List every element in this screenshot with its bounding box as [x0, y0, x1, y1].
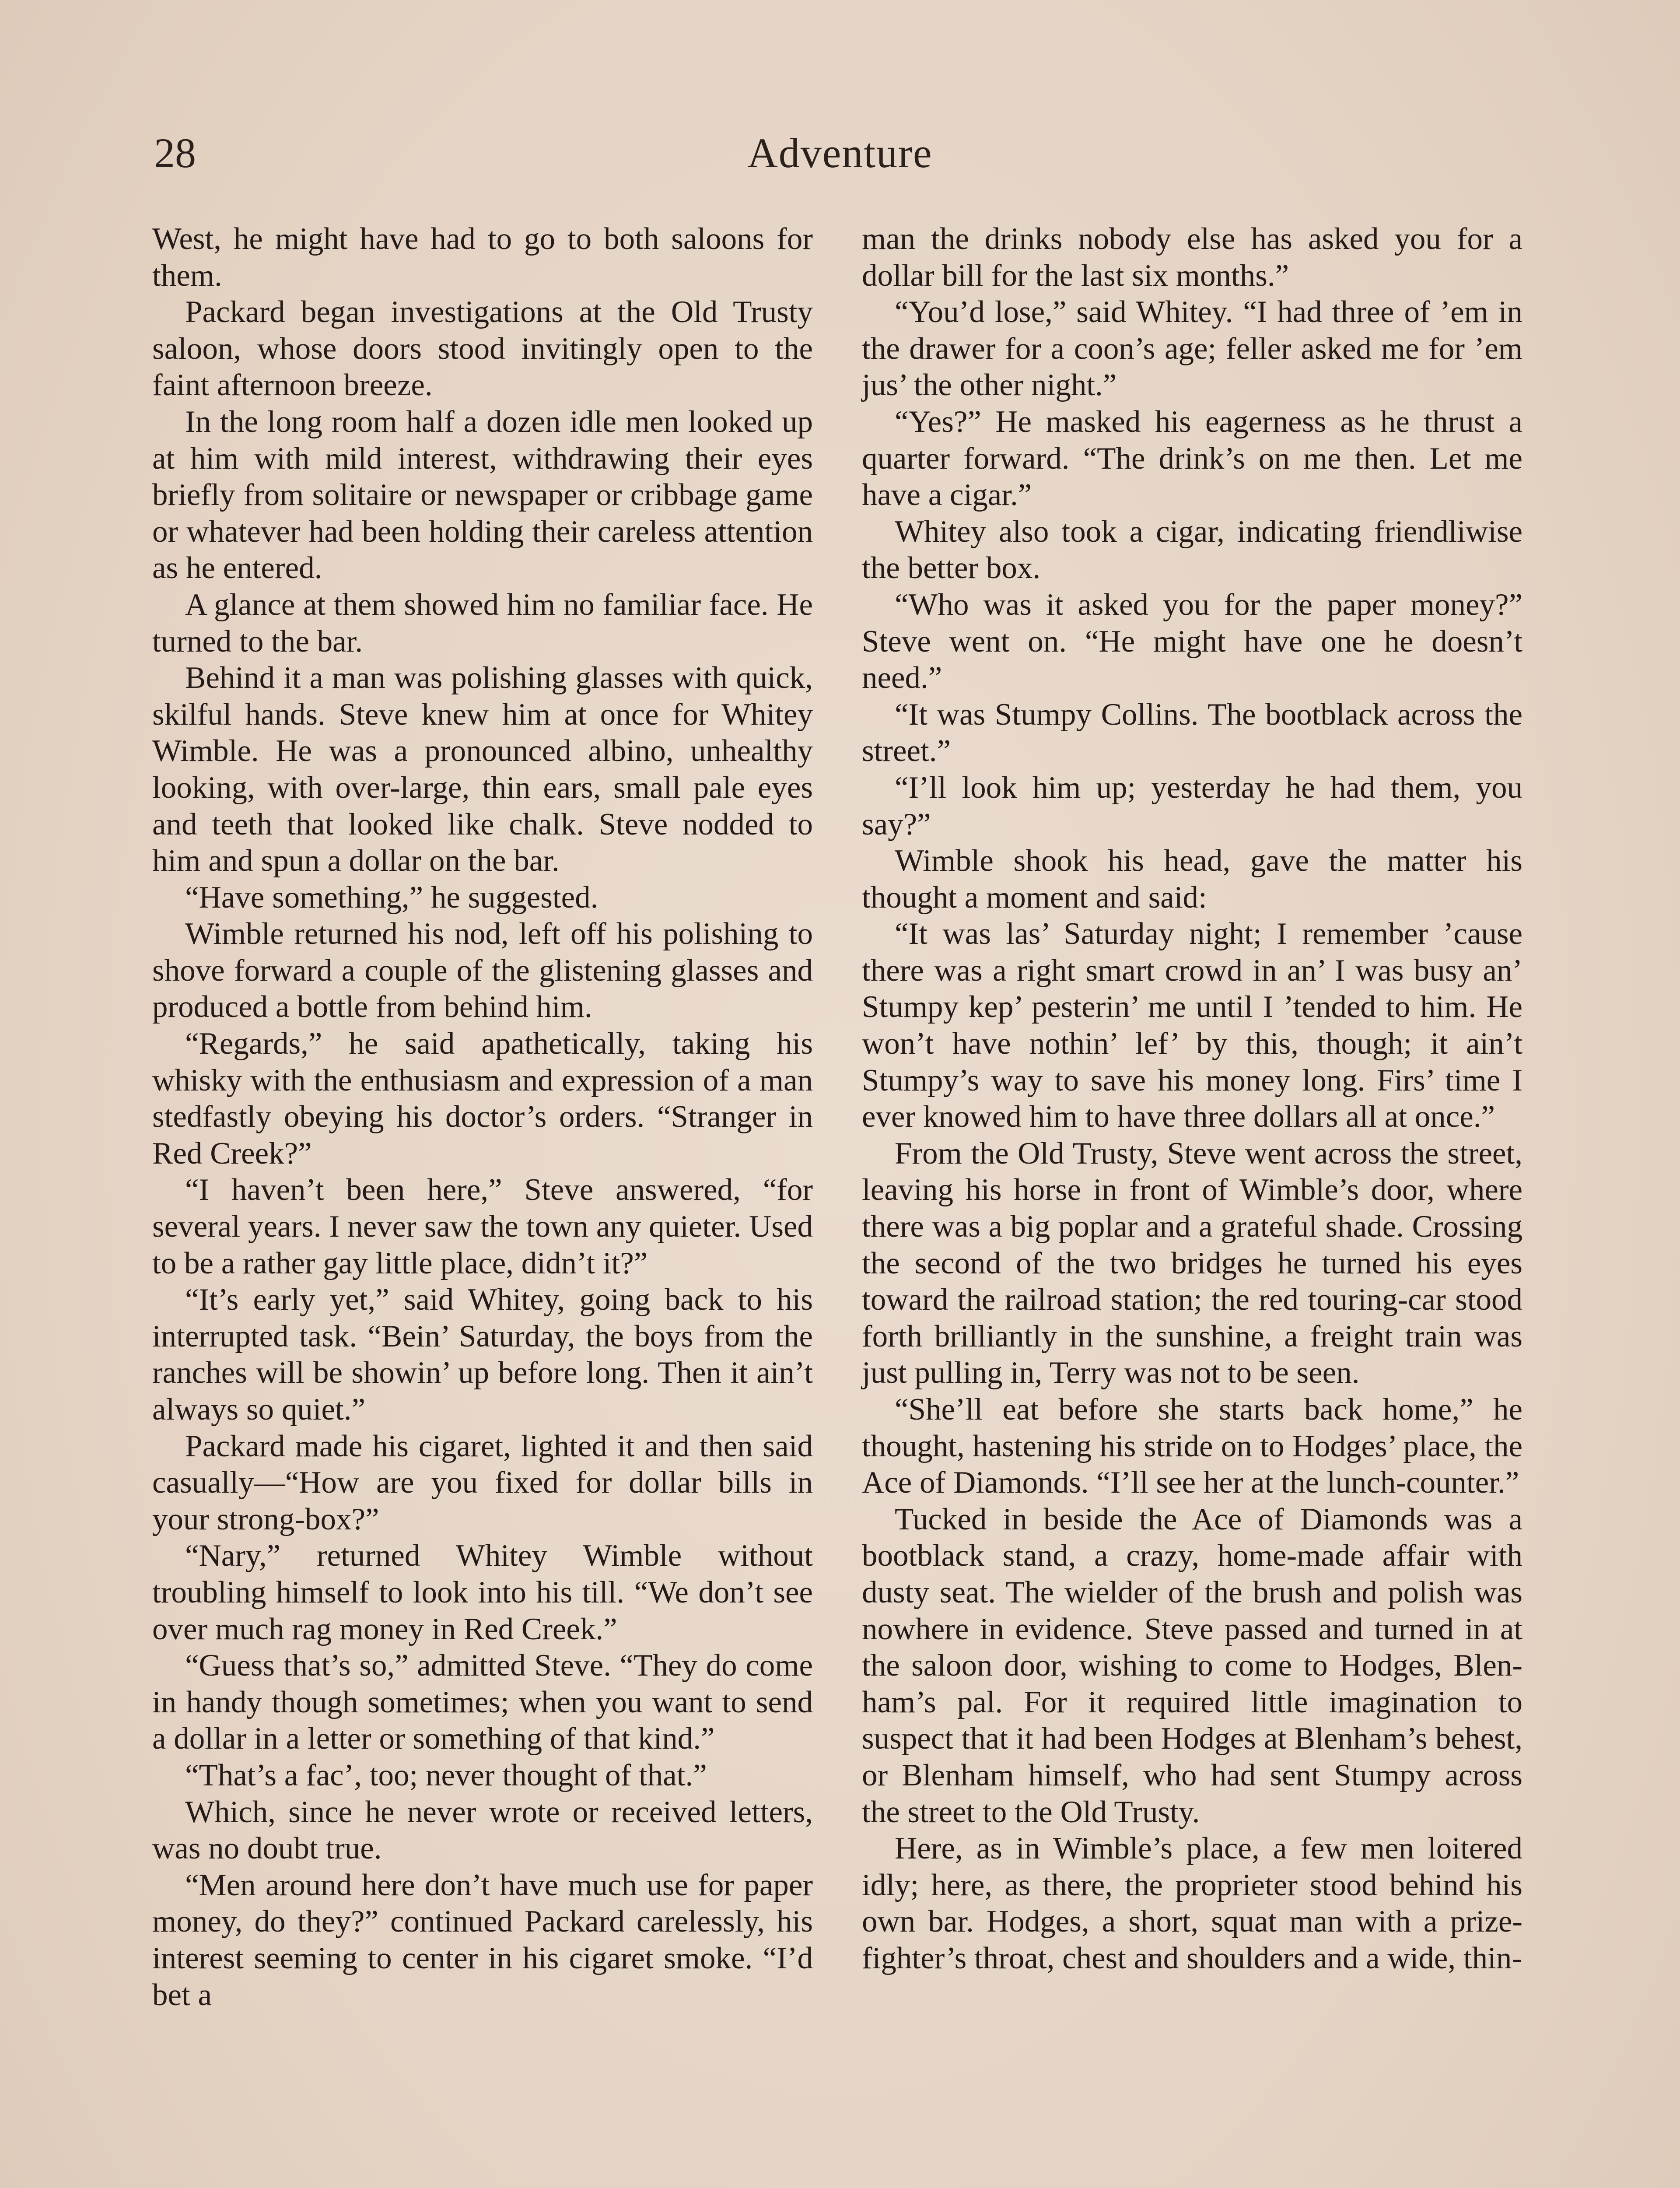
paragraph: “Guess that’s so,” admitted Steve. “They do come in handy though sometimes; when you want to send a dollar in a letter or something of that kind.”: [152, 1648, 813, 1756]
paragraph: Wimble shook his head, gave the matter his thought a moment and said:: [862, 844, 1522, 915]
paragraph: “She’ll eat before she starts back home,” he thought, hastening his stride on to Hodges’ place, the Ace of Diamonds. “I’ll see her at the lunch-counter.”: [862, 1392, 1522, 1500]
paragraph: A glance at them showed him no familiar face. He turned to the bar.: [152, 587, 813, 659]
paragraph: man the drinks nobody else has asked you for a dollar bill for the last six months.”: [862, 222, 1522, 293]
paragraph: From the Old Trusty, Steve went across the street, leaving his horse in front of Wimble’s door, where there was a big poplar and a grateful shade. Crossing the second of the two bridges he turned his eyes toward the railroad station; the red touring-car stood forth brilliantly in the sunshine, a freight train was just pulling in, Terry was not to be seen.: [862, 1136, 1522, 1390]
paragraph: In the long room half a dozen idle men looked up at him with mild interest, withdrawing their eyes briefly from solitaire or newspaper or cribbage game or whatever had been holding their careless attention as he entered.: [152, 404, 813, 586]
paragraph: “I’ll look him up; yesterday he had them, you say?”: [862, 770, 1522, 842]
paragraph: West, he might have had to go to both saloons for them.: [152, 222, 813, 293]
paragraph: “Have something,” he suggested.: [185, 880, 598, 915]
paragraph: Behind it a man was polishing glasses with quick, skilful hands. Steve knew him at once for Whitey Wimble. He was a pronounced albino, unhealthy looking, with over-large, thin ears, small pale eyes and teeth that looked like chalk. Steve nodded to him and spun a dollar on the bar.: [152, 661, 813, 878]
paragraph: “It was las’ Saturday night; I remember ’cause there was a right smart crowd in an’ I was busy an’ Stumpy kep’ pesterin’ me until I ’tended to him. He won’t have nothin’ lef’ by this, though; it ain’t Stumpy’s way to save his money long. Firs’ time I ever knowed him to have three dollars all at once.”: [862, 917, 1522, 1134]
paragraph: Packard began investigations at the Old Trusty saloon, whose doors stood invitingly open to the faint afternoon breeze.: [152, 295, 813, 403]
paragraph: Tucked in beside the Ace of Diamonds was a bootblack stand, a crazy, home-made affair with dusty seat. The wielder of the brush and polish was nowhere in evidence. Steve passed and turned in at the saloon door, wishing to come to Hodges, Blenham’s pal. For it required little imagination to suspect that it had been Hodges at Blenham’s behest, or Blenham himself, who had sent Stumpy across the street to the Old Trusty.: [862, 1502, 1522, 1829]
paragraph: Whitey also took a cigar, indicating friendliwise the better box.: [862, 514, 1522, 586]
paragraph: “That’s a fac’, too; never thought of that.”: [185, 1758, 707, 1792]
paragraph: “Nary,” returned Whitey Wimble without troubling himself to look into his till. “We don’t see over much rag money in Red Creek.”: [152, 1539, 813, 1646]
paragraph: Which, since he never wrote or received letters, was no doubt true.: [152, 1795, 813, 1866]
text-column-right: [862, 221, 1522, 1977]
paragraph: “Regards,” he said apathetically, taking his whisky with the enthusiasm and expression of a man stedfastly obeying his doctor’s orders. “Stranger in Red Creek?”: [152, 1027, 813, 1171]
paragraph: “It was Stumpy Collins. The bootblack across the street.”: [862, 697, 1522, 768]
paragraph: “Who was it asked you for the paper money?” Steve went on. “He might have one he doesn’t need.”: [862, 587, 1522, 695]
running-title: Adventure: [747, 130, 933, 176]
text-column-left: [152, 221, 813, 2013]
paragraph: Wimble returned his nod, left off his polishing to shove forward a couple of the glistening glasses and produced a bottle from behind him.: [152, 917, 813, 1024]
page-header: [0, 127, 1680, 193]
paragraph: “You’d lose,” said Whitey. “I had three of ’em in the drawer for a coon’s age; feller asked me for ’em jus’ the other night.”: [862, 295, 1522, 403]
paragraph: Packard made his cigaret, lighted it and then said casually—“How are you fixed for dollar bills in your strong-box?”: [152, 1429, 813, 1536]
paragraph: “It’s early yet,” said Whitey, going back to his interrupted task. “Bein’ Saturday, the boys from the ranches will be showin’ up before long. Then it ain’t always so quiet.”: [152, 1283, 813, 1427]
paragraph: “Yes?” He masked his eagerness as he thrust a quarter forward. “The drink’s on me then. Let me have a cigar.”: [862, 404, 1522, 512]
paragraph: “I haven’t been here,” Steve answered, “for several years. I never saw the town any quieter. Used to be a rather gay little place, didn’t it?”: [152, 1173, 813, 1280]
paragraph: Here, as in Wimble’s place, a few men loitered idly; here, as there, the proprieter stood behind his own bar. Hodges, a short, squat man with a prize-fighter’s throat, chest and shoulders and a wide, thin-: [862, 1831, 1522, 1975]
paragraph: “Men around here don’t have much use for paper money, do they?” continued Packard carelessly, his interest seeming to center in his cigaret smoke. “I’d bet a: [152, 1868, 813, 2012]
page-number: 28: [154, 130, 196, 176]
